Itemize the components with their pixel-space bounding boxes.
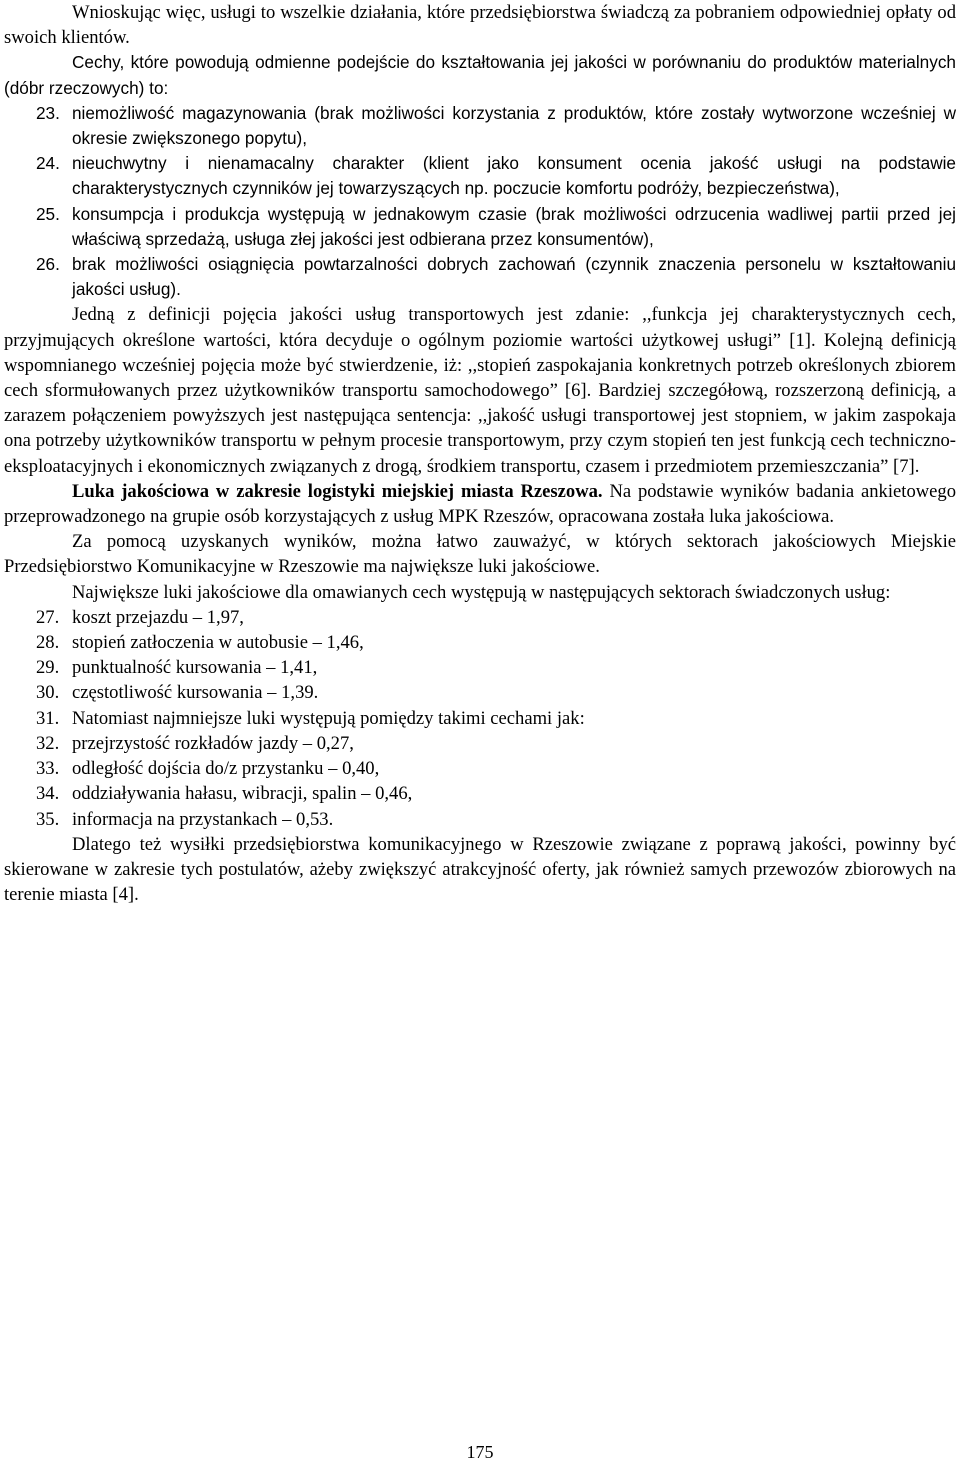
list-item bbox=[4, 202, 956, 252]
list-item bbox=[4, 630, 956, 655]
list-item bbox=[4, 781, 956, 806]
conclusion-paragraph: Dlatego też wysiłki przedsiębiorstwa komunikacyjnego w Rzeszowie związane z poprawą jakości, powinny być skierowane w zakresie tych postulatów, ażeby zwiększyć atrakcyjność oferty, jak również samych przewozów zbiorowych na terenie miasta [4]. bbox=[4, 833, 956, 906]
list-number: 23. bbox=[36, 102, 60, 123]
results-paragraph: Za pomocą uzyskanych wyników, można łatwo zauważyć, w których sektorach jakościowych Miejskie Przedsiębiorstwo Komunikacyjne w Rzeszowie ma największe luki jakościowe. bbox=[4, 531, 956, 578]
list-number: 35. bbox=[36, 808, 60, 830]
list-number: 27. bbox=[36, 606, 60, 628]
gap-section-paragraph bbox=[4, 479, 956, 529]
list-item bbox=[4, 605, 956, 630]
list-number: 34. bbox=[36, 783, 60, 805]
list-number: 25. bbox=[36, 203, 60, 224]
list-item bbox=[4, 151, 956, 201]
list-number: 33. bbox=[36, 758, 60, 780]
gap-section-text: Na podstawie wyników badania ankietowego przeprowadzonego na grupie osób korzystających z usług MPK Rzeszów, opracowana została luka jakościowa. bbox=[4, 480, 957, 528]
section-heading: Luka jakościowa w zakresie logistyki miejskiej miasta Rzeszowa. bbox=[72, 480, 603, 502]
list-item bbox=[4, 807, 956, 832]
list-text: brak możliwości osiągnięcia powtarzalności dobrych zachowań (czynnik znaczenia personelu w kształtowaniu jakości usług). bbox=[72, 254, 956, 300]
list-number: 31. bbox=[36, 707, 60, 729]
list-text: koszt przejazdu – 1,97, bbox=[72, 606, 244, 628]
list-text: częstotliwość kursowania – 1,39. bbox=[72, 682, 319, 704]
list-item bbox=[4, 101, 956, 151]
largest-gaps-intro: Największe luki jakościowe dla omawianych cech występują w następujących sektorach świadczonych usług: bbox=[72, 581, 891, 603]
list-text: odległość dojścia do/z przystanku – 0,40, bbox=[72, 758, 380, 780]
list-item bbox=[4, 252, 956, 302]
list-item bbox=[4, 756, 956, 781]
list-item bbox=[4, 655, 956, 680]
features-intro-paragraph: Cechy, które powodują odmienne podejście do kształtowania jej jakości w porównaniu do produktów materialnych (dóbr rzeczowych) to: bbox=[4, 52, 956, 98]
list-text: informacja na przystankach – 0,53. bbox=[72, 808, 334, 830]
list-item bbox=[4, 680, 956, 705]
definition-paragraph: Jedną z definicji pojęcia jakości usług transportowych jest zdanie: ,,funkcja jej charakterystycznych cech, przyjmujących określone wartości, która decyduje o ogólnym poziomie wartości użytkowej usługi” [1]. Kolejną definicją wspomnianego wcześniej pojęcia może być stwierdzenie, iż: ,,stopień zaspokajania konkretnych potrzeb określonych zbiorem cech sformułowanych przez użytkowników transportu samochodowego” [6]. Bardziej szczegółową, rozszerzoną definicją, a zarazem połączeniem powyższych jest następująca sentencja: ,,jakość usługi transportowej jest stopniem, w jakim zaspokaja ona potrzeby użytkowników transportu w pełnym procesie transportowym, przy czym stopień ten jest funkcją cech techniczno-eksploatacyjnych i ekonomicznych związanych z drogą, środkiem transportu, czasem i przedmiotem przemieszczania” [7]. bbox=[4, 304, 956, 477]
list-number: 28. bbox=[36, 632, 60, 654]
list-number: 30. bbox=[36, 682, 60, 704]
list-number: 32. bbox=[36, 732, 60, 754]
page-number: 175 bbox=[466, 1442, 494, 1462]
list-number: 26. bbox=[36, 254, 60, 275]
list-text: Natomiast najmniejsze luki występują pomiędzy takimi cechami jak: bbox=[72, 707, 585, 729]
intro-paragraph: Wnioskując więc, usługi to wszelkie działania, które przedsiębiorstwa świadczą za pobraniem odpowiedniej opłaty od swoich klientów. bbox=[4, 2, 956, 49]
list-text: niemożliwość magazynowania (brak możliwości korzystania z produktów, które zostały wytworzone wcześniej w okresie zwiększonego popytu), bbox=[72, 102, 956, 149]
list-text: punktualność kursowania – 1,41, bbox=[72, 657, 318, 679]
list-text: oddziaływania hałasu, wibracji, spalin – 0,46, bbox=[72, 783, 413, 805]
list-number: 29. bbox=[36, 657, 60, 679]
quality-gaps-list bbox=[4, 605, 956, 832]
service-features-list bbox=[4, 101, 956, 303]
list-text: stopień zatłoczenia w autobusie – 1,46, bbox=[72, 632, 364, 654]
list-item bbox=[4, 706, 956, 731]
list-number: 24. bbox=[36, 153, 60, 174]
list-text: przejrzystość rozkładów jazdy – 0,27, bbox=[72, 732, 354, 754]
document-page bbox=[4, 0, 956, 907]
list-text: nieuchwytny i nienamacalny charakter (klient jako konsument ocenia jakość usługi na podstawie charakterystycznych czynników jej towarzyszących np. poczucie komfortu podróży, bezpieczeństwa), bbox=[72, 153, 956, 199]
list-item bbox=[4, 731, 956, 756]
list-text: konsumpcja i produkcja występują w jednakowym czasie (brak możliwości odrzucenia wadliwej partii przed jej właściwą sprzedażą, usługa złej jakości jest odbierana przez konsumentów), bbox=[72, 203, 956, 249]
